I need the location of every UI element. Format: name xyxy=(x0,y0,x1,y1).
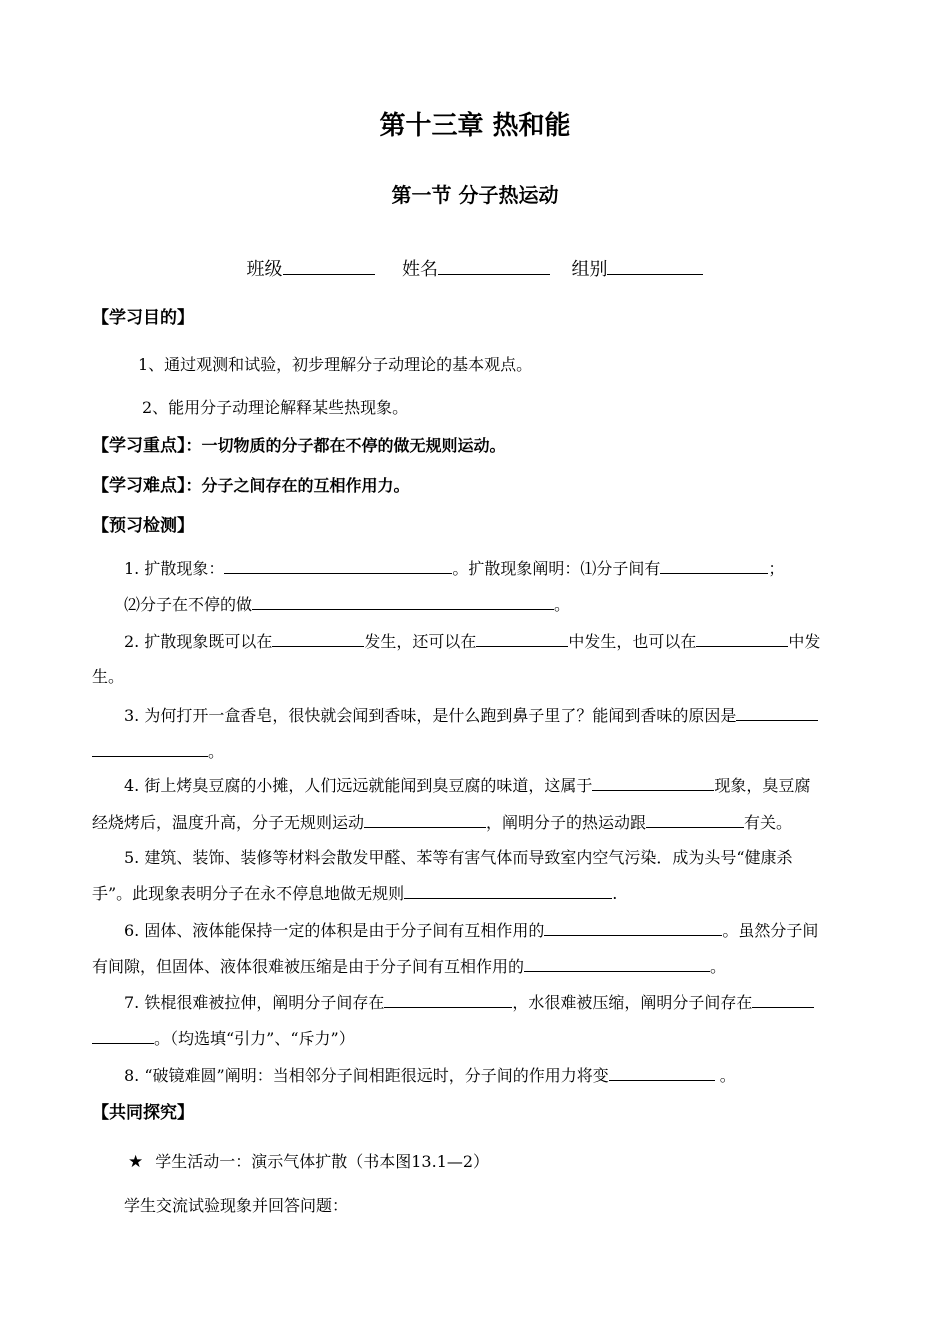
answer-blank[interactable] xyxy=(524,956,710,972)
answer-blank[interactable] xyxy=(92,1028,154,1044)
question-7-line-1: 7. 铁棍很难被拉伸，阐明分子间存在 ，水很难被压缩，阐明分子间存在 xyxy=(124,992,814,1013)
answer-blank[interactable] xyxy=(252,594,554,610)
chapter-title: 第十三章 热和能 xyxy=(379,111,571,141)
question-2-line-1: 2. 扩散现象既可以在 发生，还可以在 中发生，也可以在 中发 xyxy=(124,632,821,651)
class-field[interactable] xyxy=(283,259,375,275)
answer-blank[interactable] xyxy=(476,631,568,647)
explore-heading: 【共同探究】 xyxy=(92,1103,194,1123)
group-label: 组别 xyxy=(571,259,608,280)
difficulty-heading: 【学习难点】 xyxy=(92,476,186,496)
key-point-heading: 【学习重点】 xyxy=(92,436,186,456)
question-1-line-2: ⑵分子在不停的做 。 xyxy=(124,595,571,614)
answer-blank[interactable] xyxy=(752,992,814,1008)
answer-blank[interactable] xyxy=(272,631,364,647)
answer-blank[interactable] xyxy=(736,705,818,721)
answer-blank[interactable] xyxy=(544,920,722,936)
class-label: 班级 xyxy=(246,259,283,280)
answer-blank[interactable] xyxy=(646,812,744,828)
question-2-line-2: 生。 xyxy=(92,667,125,686)
objectives-heading: 【学习目的】 xyxy=(92,308,194,328)
answer-blank[interactable] xyxy=(224,558,452,574)
objective-item-2: 2、能用分子动理论解释某些热现象。 xyxy=(142,398,409,417)
question-6-line-1: 6. 固体、液体能保持一定的体积是由于分子间有互相作用的 。虽然分子间 xyxy=(124,921,819,940)
activity-one: ★ 学生活动一：演示气体扩散（书本图13.1—2） xyxy=(128,1152,490,1172)
difficulty-text: ：分子之间存在的互相作用力。 xyxy=(185,476,410,495)
answer-blank[interactable] xyxy=(384,992,512,1008)
question-3-line-2: 。 xyxy=(92,741,224,762)
key-point-row xyxy=(92,436,506,456)
difficulty-row xyxy=(92,476,410,496)
question-7-line-2: 。（均选填“引力”、“斥力”） xyxy=(92,1028,355,1049)
answer-blank[interactable] xyxy=(364,812,486,828)
name-field[interactable] xyxy=(438,259,550,275)
answer-blank[interactable] xyxy=(696,631,788,647)
student-info-row xyxy=(0,258,950,282)
question-1-line-1: 1. 扩散现象： 。扩散现象阐明：⑴分子间有 ； xyxy=(124,559,785,578)
answer-blank[interactable] xyxy=(92,741,208,757)
objective-item-1: 1、通过观测和试验，初步理解分子动理论的基本观点。 xyxy=(138,355,533,374)
question-8: 8. “破镜难圆”阐明：当相邻分子间相距很远时，分子间的作用力将变 。 xyxy=(124,1066,736,1085)
preview-heading: 【预习检测】 xyxy=(92,516,194,536)
question-5-line-1: 5. 建筑、装饰、装修等材料会散发甲醛、苯等有害气体而导致室内空气污染．成为头号“健康杀 xyxy=(124,848,793,867)
question-3-line-1: 3. 为何打开一盒香皂，很快就会闻到香味，是什么跑到鼻子里了？能闻到香味的原因是 xyxy=(124,705,818,726)
question-4-line-1: 4. 街上烤臭豆腐的小摊，人们远远就能闻到臭豆腐的味道，这属于 现象，臭豆腐 xyxy=(124,776,811,795)
answer-blank[interactable] xyxy=(592,775,714,791)
question-6-line-2: 有间隙，但固体、液体很难被压缩是由于分子间有互相作用的 。 xyxy=(92,957,727,976)
answer-blank[interactable] xyxy=(660,558,768,574)
group-field[interactable] xyxy=(607,259,703,275)
section-title: 第一节 分子热运动 xyxy=(391,183,559,207)
question-5-line-2: 手”。此现象表明分子在永不停息地做无规则 . xyxy=(92,884,618,903)
answer-blank[interactable] xyxy=(404,883,612,899)
name-label: 姓名 xyxy=(402,259,438,280)
activity-prompt: 学生交流试验现象并回答问题： xyxy=(124,1196,349,1215)
answer-blank[interactable] xyxy=(609,1065,715,1081)
star-icon: ★ xyxy=(128,1152,144,1172)
key-point-text: ：一切物质的分子都在不停的做无规则运动。 xyxy=(185,436,506,455)
question-4-line-2: 经烧烤后，温度升高，分子无规则运动 ，阐明分子的热运动跟 有关。 xyxy=(92,813,793,832)
